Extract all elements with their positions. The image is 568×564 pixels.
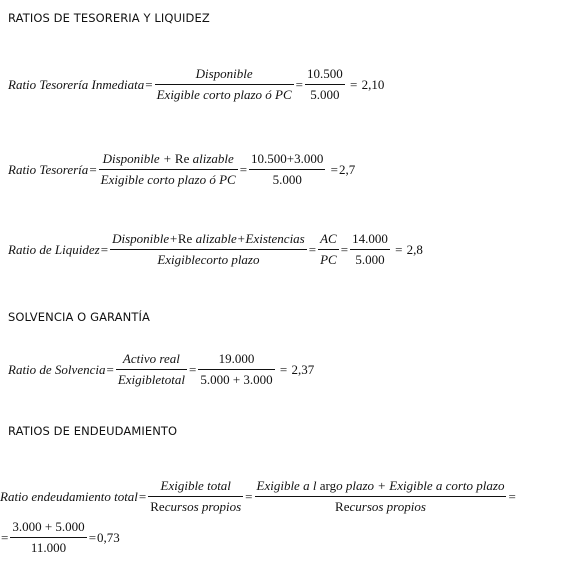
denominator-part: cursos propios (349, 499, 426, 514)
numerator-part: alizable+Existencias (192, 231, 305, 246)
equals-sign: = (340, 241, 349, 257)
result-value: 2,8 (406, 241, 423, 257)
equals-sign: = (327, 161, 338, 177)
fraction (255, 478, 507, 515)
numerator: 10.500+3.000 (249, 151, 325, 170)
equals-sign: = (188, 361, 197, 377)
denominator: 5.000 + 3.000 (200, 372, 273, 387)
result-value: 0,73 (97, 529, 120, 545)
denominator-part: Re (150, 499, 165, 514)
equals-sign: = (89, 161, 97, 177)
fraction (305, 66, 345, 103)
fraction (116, 351, 187, 388)
denominator: 5.000 (272, 172, 302, 187)
equals-sign: = (245, 488, 253, 504)
section-heading-solvencia: SOLVENCIA O GARANTÍA (8, 310, 150, 324)
equation-label: Ratio de Liquidez (8, 241, 100, 257)
numerator-part: arg (319, 478, 337, 493)
numerator-part: Re (174, 151, 190, 166)
numerator (99, 151, 238, 170)
equals-sign: = (100, 241, 109, 257)
fraction (155, 66, 294, 103)
equation-solvencia (8, 351, 314, 388)
numerator: 14.000 (350, 231, 390, 250)
equals-sign: = (391, 241, 406, 257)
equals-sign: = (106, 361, 114, 377)
fraction (99, 151, 238, 188)
denominator: PC (320, 252, 337, 267)
equals-sign: = (346, 76, 361, 92)
numerator: Disponible (155, 66, 294, 85)
equals-sign: = (1, 529, 9, 545)
equals-sign: = (308, 241, 317, 257)
numerator: AC (318, 231, 339, 250)
equation-label: Ratio Tesorería (8, 161, 89, 177)
equation-endeudamiento (0, 478, 517, 515)
equation-tesoreria-inmediata (8, 66, 384, 103)
equation-liquidez (8, 231, 423, 268)
numerator-part: o plazo + Exigible a corto plazo (336, 478, 505, 493)
denominator: Exigibletotal (117, 372, 185, 387)
result-value: 2,7 (338, 161, 356, 177)
result-value: 2,37 (291, 361, 315, 377)
fraction (10, 519, 86, 556)
denominator: 5.000 (310, 87, 340, 102)
denominator-part: cursos propios (164, 499, 242, 514)
numerator: 3.000 + 5.000 (10, 519, 86, 538)
denominator: 5.000 (355, 252, 385, 267)
numerator-part: Exigible a l (256, 478, 320, 493)
denominator: Exigible corto plazo ó PC (156, 87, 292, 102)
numerator-part: Re (177, 231, 193, 246)
equation-label: Ratio Tesorería Inmediata (8, 76, 145, 92)
equation-label: Ratio de Solvencia (8, 361, 106, 377)
numerator-part: Disponible + (102, 151, 175, 166)
equals-sign: = (145, 76, 153, 92)
numerator: Exigible total (148, 478, 243, 497)
equals-sign: = (138, 488, 147, 504)
equals-sign: = (508, 488, 516, 504)
numerator-part: Disponible+ (112, 231, 178, 246)
equation-label: Ratio endeudamiento total (0, 488, 138, 504)
equals-sign: = (88, 529, 97, 545)
numerator (255, 478, 507, 497)
fraction (148, 478, 243, 515)
equals-sign: = (295, 76, 303, 92)
numerator: 19.000 (198, 351, 274, 370)
equation-endeudamiento-continuation (0, 519, 120, 556)
denominator: Exigiblecorto plazo (157, 252, 260, 267)
fraction (110, 231, 307, 268)
fraction (318, 231, 339, 268)
equation-tesoreria (8, 151, 355, 188)
denominator-part: Re (335, 499, 350, 514)
numerator-part: alizable (189, 151, 234, 166)
denominator (255, 497, 507, 515)
section-heading-tesoreria-liquidez: RATIOS DE TESORERIA Y LIQUIDEZ (8, 11, 210, 25)
numerator: Activo real (116, 351, 187, 370)
numerator: 10.500 (305, 66, 345, 85)
fraction (249, 151, 325, 188)
fraction (198, 351, 274, 388)
numerator (110, 231, 307, 250)
fraction (350, 231, 390, 268)
denominator: 11.000 (30, 540, 67, 555)
denominator: Exigible corto plazo ó PC (100, 172, 236, 187)
equals-sign: = (276, 361, 291, 377)
section-heading-endeudamiento: RATIOS DE ENDEUDAMIENTO (8, 424, 178, 438)
result-value: 2,10 (361, 76, 385, 92)
equals-sign: = (239, 161, 248, 177)
denominator (148, 497, 243, 515)
